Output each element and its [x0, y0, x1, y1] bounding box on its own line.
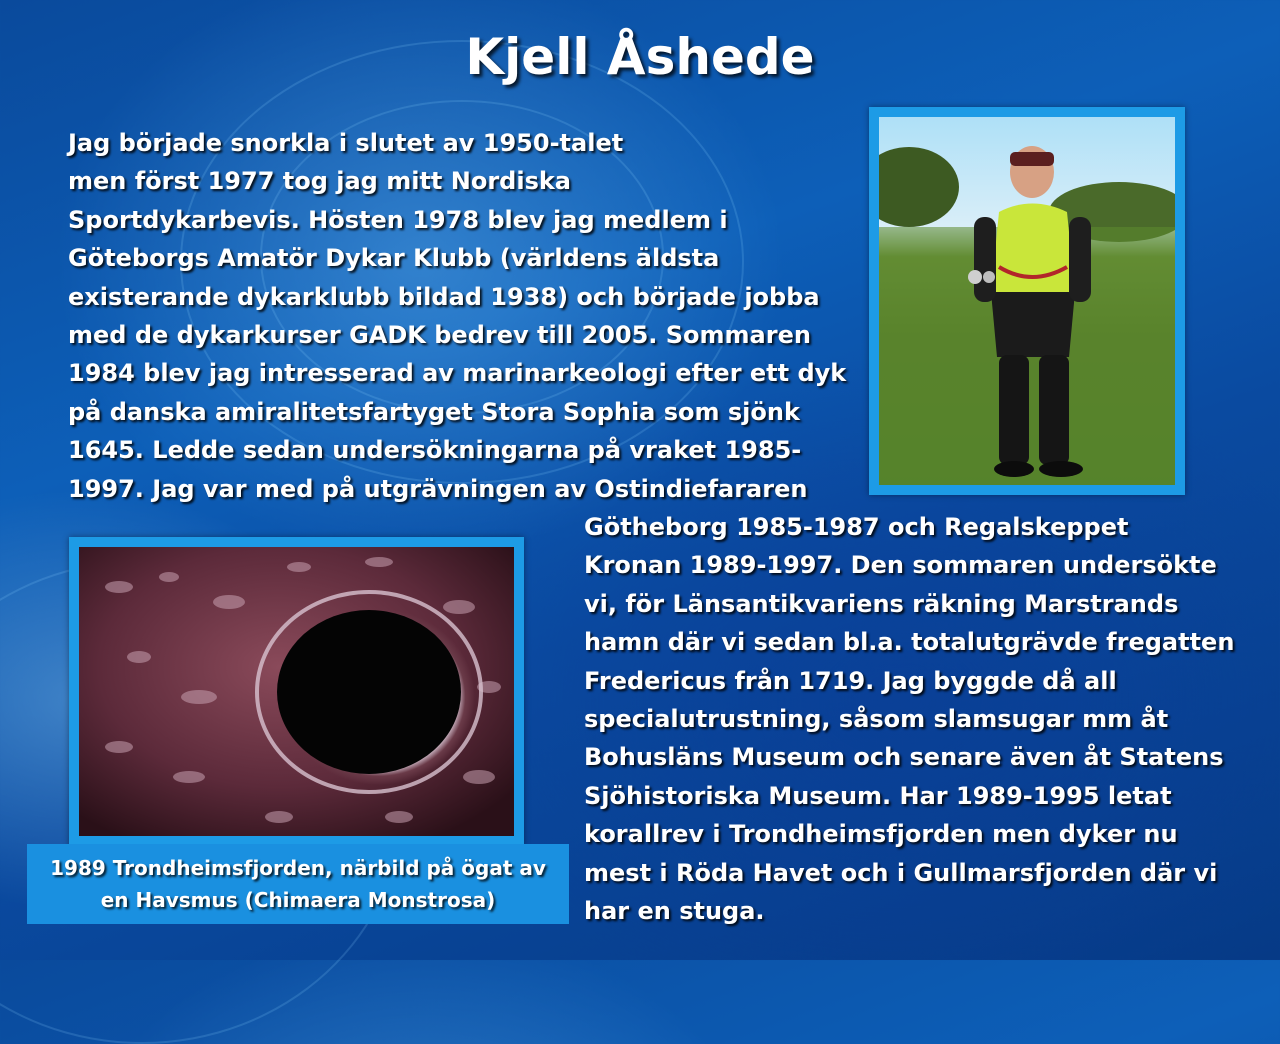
text-line: 1645. Ledde sedan undersökningarna på vraket 1985- [68, 436, 802, 465]
text-line: Sjöhistoriska Museum. Har 1989-1995 letat [584, 781, 1172, 810]
page-title: Kjell Åshede [465, 28, 815, 86]
fish-eye-photo [79, 547, 514, 836]
text-line: korallrev i Trondheimsfjorden men dyker nu [584, 820, 1178, 849]
text-line: 1984 blev jag intresserad av marinarkeologi efter ett dyk [68, 359, 847, 388]
text-line: har en stuga. [584, 896, 765, 925]
text-line: hamn där vi sedan bl.a. totalutgrävde fregatten [584, 628, 1235, 657]
text-line: men först 1977 tog jag mitt Nordiska [68, 167, 572, 196]
text-line: 1997. Jag var med på utgrävningen av Ostindiefararen [68, 474, 808, 503]
text-line: specialutrustning, såsom slamsugar mm åt [584, 704, 1169, 733]
text-line: Göteborgs Amatör Dykar Klubb (världens äldsta [68, 244, 720, 273]
fish-eye-photo-frame [69, 537, 524, 846]
caption-line: 1989 Trondheimsfjorden, närbild på ögat av [50, 856, 546, 880]
text-line: Bohusläns Museum och senare även åt Statens [584, 743, 1224, 772]
biography-text-right [584, 508, 1234, 930]
text-line: på danska amiralitetsfartyget Stora Sophia som sjönk [68, 397, 800, 426]
diver-photo [879, 117, 1175, 485]
text-line: Jag började snorkla i slutet av 1950-talet [68, 129, 624, 157]
text-line: mest i Röda Havet och i Gullmarsfjorden där vi [584, 858, 1218, 887]
diver-photo-frame [869, 107, 1185, 495]
text-line: med de dykarkurser GADK bedrev till 2005. Sommaren [68, 320, 811, 349]
caption-line: en Havsmus (Chimaera Monstrosa) [100, 888, 496, 912]
text-line: Sportdykarbevis. Hösten 1978 blev jag medlem i [68, 205, 728, 234]
biography-text-left [68, 124, 846, 508]
text-line: Götheborg 1985-1987 och Regalskeppet [584, 513, 1129, 541]
text-line: Kronan 1989-1997. Den sommaren undersökte [584, 551, 1217, 580]
photo-caption [27, 844, 569, 924]
text-line: vi, för Länsantikvariens räkning Marstrands [584, 589, 1179, 618]
text-line: existerande dykarklubb bildad 1938) och började jobba [68, 282, 820, 311]
text-line: Fredericus från 1719. Jag byggde då all [584, 666, 1117, 695]
